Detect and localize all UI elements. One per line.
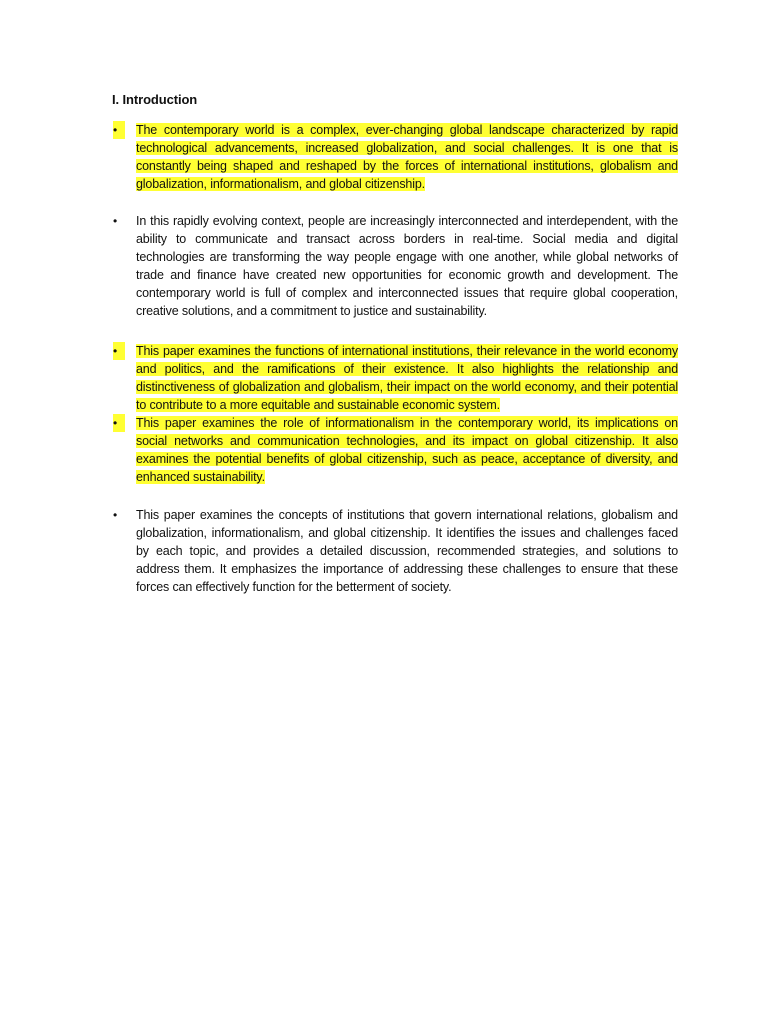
section-heading: I. Introduction (112, 92, 198, 107)
bullet-icon: • (113, 121, 125, 139)
bullet-text-3: This paper examines the functions of international institutions, their relevance in the world economy and politics, and the ramifications of their existence. It also highlights the relationship and distinctiveness of globalization and globalism, their impact on the world economy, and their potential to contribute to a more equitable and sustainable economic system. (136, 344, 678, 412)
bullet-text-2: In this rapidly evolving context, people are increasingly interconnected and interdependent, with the ability to communicate and transact across borders in real-time. Social media and digital technologies are transforming the way people engage with one another, while global networks of trade and finance have created new opportunities for economic growth and development. The contemporary world is full of complex and interconnected issues that require global cooperation, creative solutions, and a commitment to justice and sustainability. (136, 214, 678, 318)
bullet-icon: • (113, 508, 118, 522)
bullet-item-3 (112, 342, 678, 414)
bullet-list (112, 121, 678, 596)
bullet-icon: • (113, 214, 118, 228)
bullet-item-1 (112, 121, 678, 193)
bullet-item-2 (112, 212, 678, 320)
bullet-text-5: This paper examines the concepts of institutions that govern international relations, globalism and globalization, informationalism, and global citizenship. It identifies the issues and challenges faced by each topic, and provides a detailed discussion, recommended strategies, and solutions to address them. It emphasizes the importance of addressing these challenges to ensure that these forces can effectively function for the betterment of society. (136, 508, 678, 594)
bullet-text-1: The contemporary world is a complex, ever-changing global landscape characterized by rapid technological advancements, increased globalization, and social challenges. It is one that is constantly being shaped and reshaped by the forces of international institutions, globalism and globalization, informationalism, and global citizenship. (136, 123, 678, 191)
bullet-text-4: This paper examines the role of informationalism in the contemporary world, its implications on social networks and communication technologies, and its impact on global citizenship. It also examines the potential benefits of global citizenship, such as peace, acceptance of diversity, and enhanced sustainability. (136, 416, 678, 484)
bullet-icon: • (113, 342, 125, 360)
bullet-item-5 (112, 506, 678, 596)
bullet-icon: • (113, 414, 125, 432)
bullet-item-4 (112, 414, 678, 486)
